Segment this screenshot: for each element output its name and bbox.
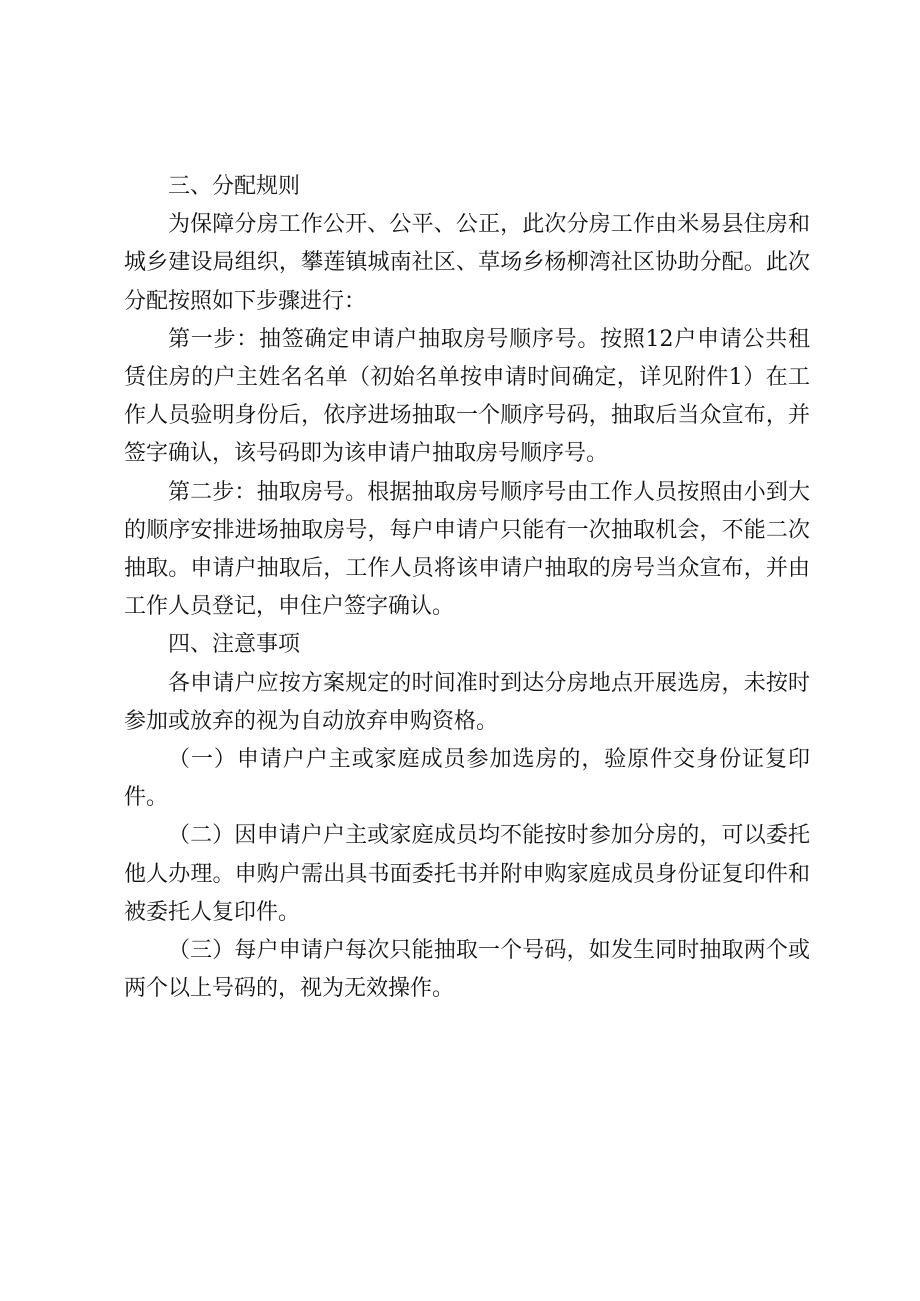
document-body <box>124 168 810 1008</box>
section-heading-notes: 四、注意事项 <box>168 632 301 658</box>
section-heading-allocation-rules: 三、分配规则 <box>168 174 301 199</box>
paragraph-step-two: 第二步：抽取房号。根据抽取房号顺序号由工作人员按照由小到大的顺序安排进场抽取房号，每户申请户只能有一次抽取机会，不能二次抽取。申请户抽取后，工作人员将该申请户抽取的房号当众宣布，并由工作人员登记，申住户签字确认。 <box>124 479 810 620</box>
paragraph-allocation-intro: 为保障分房工作公开、公平、公正，此次分房工作由米易县住房和城乡建设局组织，攀莲镇城南社区、草场乡杨柳湾社区协助分配。此次分配按照如下步骤进行： <box>124 212 810 314</box>
paragraph-note-one: （一）申请户户主或家庭成员参加选房的，验原件交身份证复印件。 <box>124 747 810 811</box>
paragraph-note-two: （二）因申请户户主或家庭成员均不能按时参加分房的，可以委托他人办理。申购户需出具书面委托书并附申购家庭成员身份证复印件和被委托人复印件。 <box>124 823 810 925</box>
paragraph-notes-intro: 各申请户应按方案规定的时间准时到达分房地点开展选房，未按时参加或放弃的视为自动放弃申购资格。 <box>124 670 810 734</box>
paragraph-note-three: （三）每户申请户每次只能抽取一个号码，如发生同时抽取两个或两个以上号码的，视为无效操作。 <box>124 938 810 1002</box>
paragraph-step-one: 第一步：抽签确定申请户抽取房号顺序号。按照12户申请公共租赁住房的户主姓名名单（初始名单按申请时间确定，详见附件1）在工作人员验明身份后，依序进场抽取一个顺序号码，抽取后当众宣布，并签字确认，该号码即为该申请户抽取房号顺序号。 <box>124 326 810 467</box>
